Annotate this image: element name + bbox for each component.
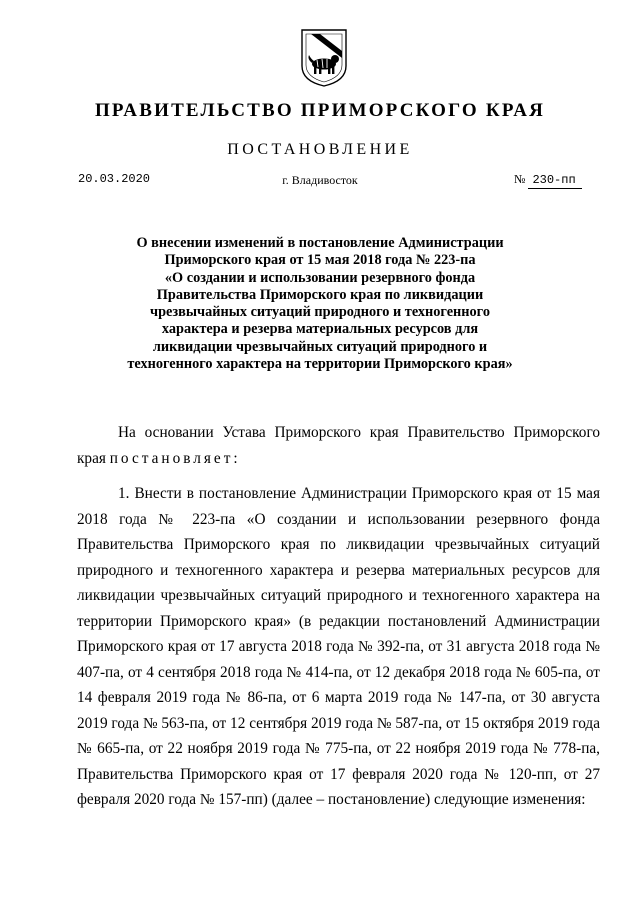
document-meta	[0, 172, 640, 190]
document-body	[77, 420, 600, 813]
subject-line: техногенного характера на территории Приморского края»	[127, 356, 513, 373]
document-subject	[100, 235, 540, 373]
subject-line: Правительства Приморского края по ликвидации	[156, 286, 484, 303]
intro-paragraph	[77, 420, 600, 471]
subject-line: характера и резерва материальных ресурсов для	[161, 321, 479, 338]
document-city: г. Владивосток	[282, 173, 358, 187]
subject-line: Приморского края от 15 мая 2018 года № 223-па	[164, 252, 476, 269]
number-value: 230-пп	[528, 173, 581, 189]
organization-title: ПРАВИТЕЛЬСТВО ПРИМОРСКОГО КРАЯ	[94, 100, 546, 121]
document-number	[514, 172, 582, 189]
coat-of-arms-icon	[299, 26, 349, 88]
document-type: ПОСТАНОВЛЕНИЕ	[227, 141, 413, 158]
item-1-paragraph: 1. Внести в постановление Администрации Приморского края от 15 мая 2018 года № 223-па «О создании и использовании резервного фонда Правительства Приморского края по ликвидации чрезвычайных ситуаций природного и техногенного характера и резерва материальных ресурсов для ликвидации чрезвычайных ситуаций природного и техногенного характера на территории Приморского края» (в редакции постановлений Администрации Приморского края от 17 августа 2018 года № 392-па, от 31 августа 2018 года № 407-па, от 4 сентября 2018 года № 414-па, от 12 декабря 2018 года № 605-па, от 14 февраля 2019 года № 86-па, от 6 марта 2019 года № 147-па, от 30 августа 2019 года № 563-па, от 12 сентября 2019 года № 587-па, от 15 октября 2019 года № 665-па, от 22 ноября 2019 года № 775-па, от 22 ноября 2019 года № 778-па, Правительства Приморского края от 17 февраля 2020 года № 120-пп, от 27 февраля 2020 года № 157-пп) (далее – постановление) следующие изменения:	[77, 485, 600, 808]
subject-line: чрезвычайных ситуаций природного и техногенного	[150, 304, 490, 321]
document-date: 20.03.2020	[78, 172, 151, 186]
intro-text: На основании Устава Приморского края Правительство Приморского края	[77, 424, 600, 467]
subject-line: «О создании и использовании резервного фонда	[164, 269, 476, 286]
number-prefix: №	[514, 172, 526, 186]
subject-line: О внесении изменений в постановление Администрации	[136, 235, 504, 251]
decree-word: постановляет:	[109, 449, 241, 467]
subject-line: ликвидации чрезвычайных ситуаций природного и	[152, 338, 488, 355]
